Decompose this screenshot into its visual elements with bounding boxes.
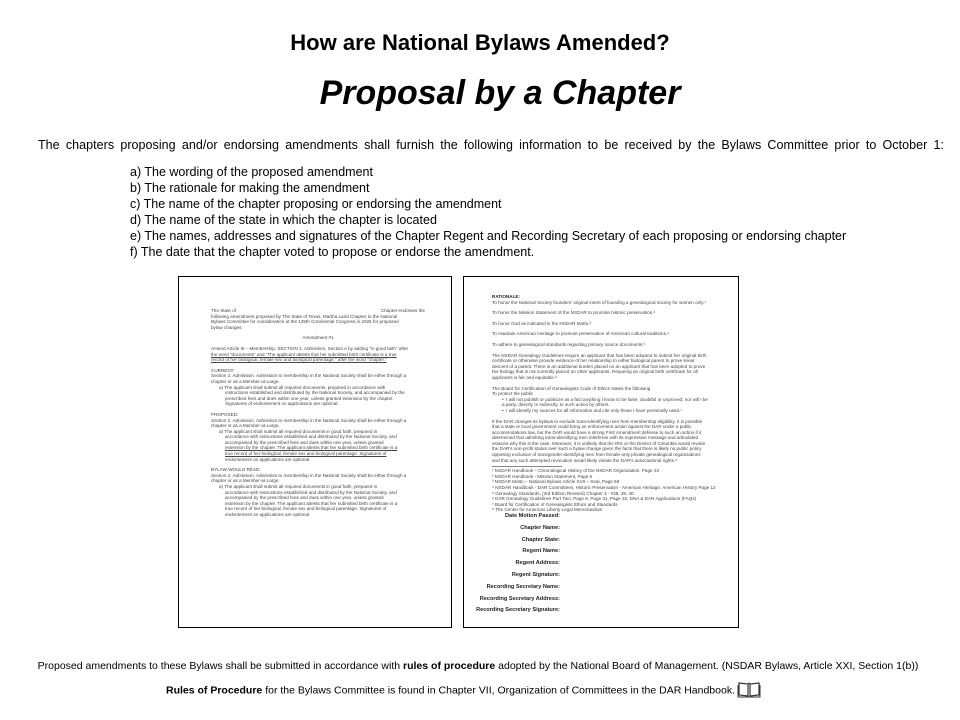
text-line: Amend Article III – Membership, SECTION 2. Admission, Section A by adding "in good faith" after <box>211 345 409 351</box>
text-line: a party, directly or indirectly, to such action by others. <box>502 402 610 408</box>
list-item: a) The wording of the proposed amendment <box>130 165 373 179</box>
footnote: ⁷ Board for Certification of Genealogists Ethics and Standards <box>492 501 618 507</box>
section-label: PROPOSED: <box>211 411 239 417</box>
text-line: To adhere to genealogical standards regarding primary source documents.⁵ <box>492 341 646 347</box>
section-label: CURRENT: <box>211 367 235 373</box>
amendment-heading: Amendment #1 <box>302 335 334 341</box>
text-line: chapter or as a Member-at-Large. <box>211 478 280 484</box>
signature-field-label: Recording Secretary Address: <box>479 595 560 602</box>
page-title: How are National Bylaws Amended? <box>290 30 670 55</box>
text-line: endorsement on applications are optional. <box>225 512 311 517</box>
text-line: extension by the chapter. The applicant attests that her submitted birth certificate is a <box>225 445 398 451</box>
text-line: Chapter endorses the <box>380 308 425 313</box>
text-line: To maintain American Heritage to promote preservation of American cultural traditions.⁴ <box>492 331 670 337</box>
footnote: ⁶ DAR Genealogy Guidelines Part Two, Page 8, Page 31, Page 32, DNA & DAR Applications (FAQs) <box>492 496 697 502</box>
text-line: The State of <box>211 308 237 313</box>
signature-block <box>476 513 560 619</box>
rules-of-procedure-emphasis: Rules of Procedure <box>166 684 263 697</box>
footnote: ³ NSDAR Motto – National Bylaws Article XVII – Seal, Page 59 <box>492 479 620 485</box>
text-line: accordance with instructions established and distributed by the National Society, and <box>225 489 397 495</box>
text-line: extension by the chapter. The applicant attests that her submitted birth certificate is a <box>225 500 398 506</box>
signature-field-label: Recording Secretary Signature: <box>476 607 560 614</box>
footnote: ⁴ NSDAR Handbook - DAR Committees, Historic Preservation - American Heritage, American History Page 12 <box>492 485 716 491</box>
page-subtitle: Proposal by a Chapter <box>319 74 681 112</box>
text-line: accommodations law, but the DAR would have a strong First Amendment defense to such an action if it <box>492 429 702 435</box>
text-line: applicants is fair and equitable.⁶ <box>492 374 557 380</box>
signature-field-label: Chapter State: <box>521 536 560 543</box>
text-line: To protect the public <box>492 391 534 397</box>
sample-document-page-2 <box>463 276 739 628</box>
text-line: and that any such attempted revocation would likely violate the DAR's associational rights.⁸ <box>492 457 678 463</box>
section-label: BYLAW WOULD READ: <box>211 467 261 473</box>
signature-field-label: Date Motion Passed: <box>504 513 560 519</box>
text-line: her biology that is not currently placed on other applicants. Requiring an original birth certificate for all <box>492 369 698 375</box>
footer-line-2: Rules of Procedure for the Bylaws Committee is found in Chapter VII, Organization of Committees in the DAR Handbook. <box>166 680 761 701</box>
list-item: d) The name of the state in which the chapter is located <box>130 213 437 227</box>
text-line: bylaw changes. <box>211 324 243 330</box>
book-icon <box>737 680 761 701</box>
signature-field-label: Chapter Name: <box>520 524 560 531</box>
text-line: endorsement on applications are optional. <box>225 456 311 462</box>
signature-field-label: Regent Name: <box>522 548 560 555</box>
footnote: ² NSDAR Handbook - Mission Statement, Page 6 <box>492 473 593 479</box>
text-line: determined that admitting trans-identifying men interferes with its expressive message and articulated <box>492 435 699 441</box>
text-line: accordance with instructions established and distributed by the National Society, and <box>225 434 397 440</box>
text-line: To honor God as indicated in the NSDAR Motto.³ <box>492 320 592 326</box>
sample-document-page-1 <box>178 276 452 628</box>
text-line: If the DAR changes its bylaws to exclude trans-identifying men from membership eligibility, it is possible <box>492 418 703 424</box>
footer-line-1: Proposed amendments to these Bylaws shall be submitted in accordance with rules of procedure adopted by the National Board of Management. (NSDAR Bylaws, Article XXI, Section 1(b)) <box>37 660 919 672</box>
text-line: accompanied by the prescribed fees and dues within one year, unless granted <box>225 439 384 445</box>
footnote: ⁵ Genealogy Standards, (3rd Edition Revised) Chapter 3 - #38, 39, 40 <box>492 490 634 496</box>
text-line: prescribed fees and dues within one year, unless granted extension by the chapter. <box>225 395 394 401</box>
text-line: descent of a patriot. There is an additional burden placed on an applicant that has been adopted to prove <box>492 363 706 369</box>
list-item: b) The rationale for making the amendment <box>130 181 370 195</box>
text-line: Section 2. Admission. Admission to membership in the National Society shall be either through a <box>211 472 407 478</box>
text-line: instructions established and distributed by the National Society, and accompanied by the <box>225 390 405 396</box>
rules-of-procedure-emphasis: rules of procedure <box>403 660 496 672</box>
signature-field-label: Recording Secretary Name: <box>486 583 560 590</box>
signature-field-label: Regent Signature: <box>511 571 560 578</box>
intro-paragraph: The chapters proposing and/or endorsing amendments shall furnish the following information to be received by the Bylaws Committee prior to October 1: <box>38 138 944 152</box>
text-line: opposing exclusion of transgender-identifying men from female-only private genealogical organizations <box>492 452 701 458</box>
text-line: following amendment proposed by The State of Texas, Martha Laird Chapter to the National <box>211 313 398 319</box>
section-label: RATIONALE: <box>492 294 520 299</box>
text-line: the word "documents" and "The applicant attests that her submitted birth certificate is a true <box>211 351 397 357</box>
text-line: a) The applicant shall submit all required documents in good faith, prepared in <box>219 484 378 490</box>
text-line: reasons why this is the case. Moreover, it is unlikely that the IRS or the District of Columbia would revoke <box>492 440 706 446</box>
footnote: ⁸ The Center for American Liberty Legal Memorandum <box>492 507 603 513</box>
text-line: true record of her biological, female sex and biological parentage. Signatures of <box>225 451 387 457</box>
text-line: record of her biological, female sex and biological parentage." after the word "chapter." <box>211 357 387 363</box>
list-item: • I will not publish or publicize as a fact anything I know to be false, doubtful or unproved; nor will I be <box>502 396 708 402</box>
text-line: a) The applicant shall submit all required documents, prepared in accordance with <box>219 384 386 390</box>
list-item: e) The names, addresses and signatures of the Chapter Regent and Recording Secretary of each proposing or endorsing chapter <box>130 229 847 243</box>
list-item: • I will identify my sources for all information and cite only those I have personally used.⁷ <box>502 407 682 413</box>
text-line: Section 2. Admission. Admission to membership in the National Society shall be either through a <box>211 373 407 379</box>
text-line: To honor the Mission Statement of the NSDAR to promote historic preservation.² <box>492 310 656 316</box>
text-line: true record of her biological, female sex and biological parentage. Signatures of <box>225 506 387 512</box>
text-line: The Board for Certification of Genealogists Code of Ethics states the following <box>492 385 651 391</box>
list-item: c) The name of the chapter proposing or endorsing the amendment <box>130 197 502 211</box>
text-line: certificate or otherwise provide evidence of her relationship to either biological parent to prove lineal <box>492 358 695 364</box>
text-line: Bylaws Committee for consideration at the 135th Continental Congress in 2026 for proposed <box>211 319 399 325</box>
text-line: To honor the National Society founders' original intent of founding a genealogical society for women only.¹ <box>492 299 707 305</box>
footnote: ¹ NSDAR Handbook – Chronological History of the NSDAR Organization, Page 23 <box>492 468 659 474</box>
text-line: chapter or as a Member-at-Large. <box>211 423 280 429</box>
requirements-list <box>130 164 910 260</box>
text-line: The NSDAR Genealogy Guidelines require an applicant that has been adopted to submit her original birth <box>492 352 707 358</box>
signature-field-label: Regent Address: <box>515 560 560 567</box>
footnote-divider <box>492 466 562 467</box>
text-line: Signatures of endorsement on applications are optional. <box>225 401 339 407</box>
text-line: a) The applicant shall submit all required documents in good faith, prepared in <box>219 428 378 434</box>
text-line: accompanied by the prescribed fees and dues within one year, unless granted <box>225 495 384 501</box>
text-line: the DAR's non-profit status over such a bylaw change given the facts that there is likely no public policy <box>492 446 702 452</box>
text-line: that a state or local government could bring an enforcement action against the DAR under a public <box>492 424 692 430</box>
list-item: f) The date that the chapter voted to propose or endorse the amendment. <box>130 245 535 259</box>
text-line: chapter or as a Member-at-Large. <box>211 378 280 384</box>
text-line: Section 2. Admission. Admission to membership in the National Society shall be either through a <box>211 417 407 423</box>
